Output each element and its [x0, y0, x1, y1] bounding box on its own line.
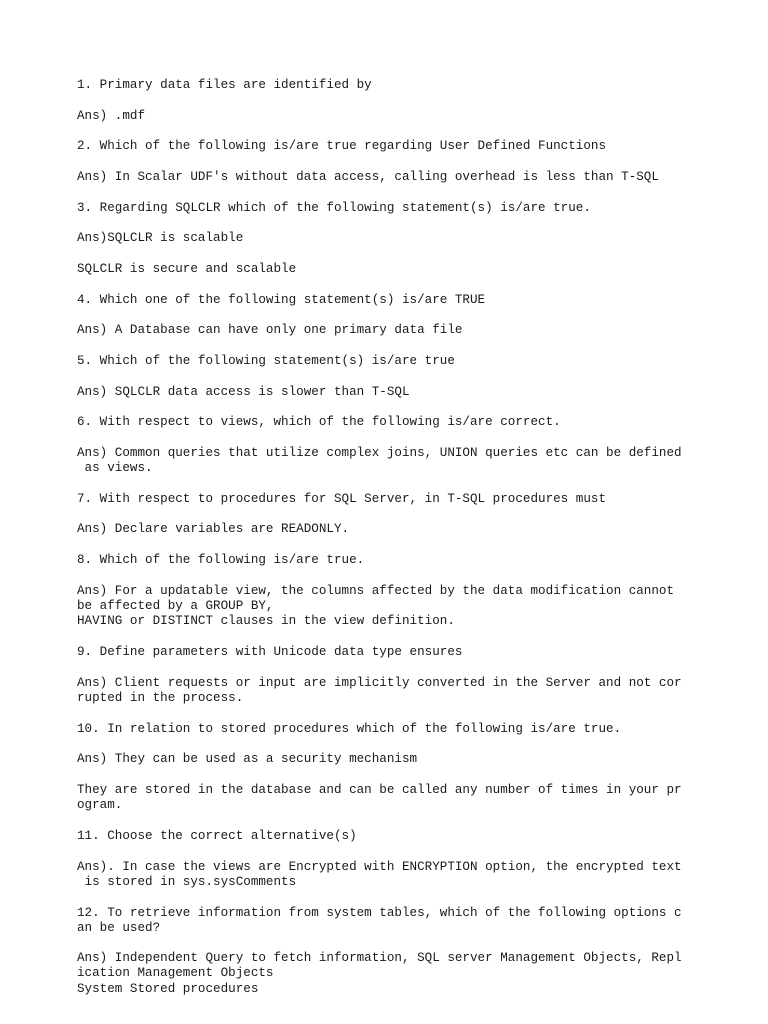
answer-12-cont-2: System Stored procedures [77, 982, 259, 996]
question-10: 10. In relation to stored procedures which of the following is/are true. [77, 722, 622, 736]
answer-11-cont: is stored in sys.sysComments [77, 875, 297, 889]
question-12-cont: an be used? [77, 921, 161, 935]
answer-9-cont: rupted in the process. [77, 691, 244, 705]
question-3: 3. Regarding SQLCLR which of the following statement(s) is/are true. [77, 201, 591, 215]
answer-3: Ans)SQLCLR is scalable [77, 231, 244, 245]
answer-1: Ans) .mdf [77, 109, 146, 123]
question-2: 2. Which of the following is/are true regarding User Defined Functions [77, 139, 607, 153]
answer-4: Ans) A Database can have only one primary data file [77, 323, 463, 337]
question-5: 5. Which of the following statement(s) is/are true [77, 354, 455, 368]
answer-10-cont: They are stored in the database and can be called any number of times in your pr [77, 783, 682, 797]
question-4: 4. Which one of the following statement(s) is/are TRUE [77, 293, 486, 307]
answer-8-cont-2: HAVING or DISTINCT clauses in the view definition. [77, 614, 455, 628]
answer-8: Ans) For a updatable view, the columns affected by the data modification cannot [77, 584, 675, 598]
answer-6-cont: as views. [77, 461, 153, 475]
answer-11: Ans). In case the views are Encrypted with ENCRYPTION option, the encrypted text [77, 860, 682, 874]
question-9: 9. Define parameters with Unicode data type ensures [77, 645, 463, 659]
question-7: 7. With respect to procedures for SQL Server, in T-SQL procedures must [77, 492, 607, 506]
question-1: 1. Primary data files are identified by [77, 78, 372, 92]
question-8: 8. Which of the following is/are true. [77, 553, 365, 567]
answer-9: Ans) Client requests or input are implicitly converted in the Server and not cor [77, 676, 682, 690]
answer-5: Ans) SQLCLR data access is slower than T-SQL [77, 385, 410, 399]
answer-10-cont-2: ogram. [77, 798, 123, 812]
answer-7: Ans) Declare variables are READONLY. [77, 522, 350, 536]
answer-12: Ans) Independent Query to fetch information, SQL server Management Objects, Repl [77, 951, 682, 965]
question-12: 12. To retrieve information from system tables, which of the following options c [77, 906, 682, 920]
answer-6: Ans) Common queries that utilize complex joins, UNION queries etc can be defined [77, 446, 682, 460]
question-11: 11. Choose the correct alternative(s) [77, 829, 357, 843]
answer-8-cont: be affected by a GROUP BY, [77, 599, 274, 613]
answer-2: Ans) In Scalar UDF's without data access, calling overhead is less than T-SQL [77, 170, 659, 184]
question-6: 6. With respect to views, which of the following is/are correct. [77, 415, 561, 429]
answer-10: Ans) They can be used as a security mechanism [77, 752, 418, 766]
answer-3-cont: SQLCLR is secure and scalable [77, 262, 297, 276]
answer-12-cont: ication Management Objects [77, 966, 274, 980]
